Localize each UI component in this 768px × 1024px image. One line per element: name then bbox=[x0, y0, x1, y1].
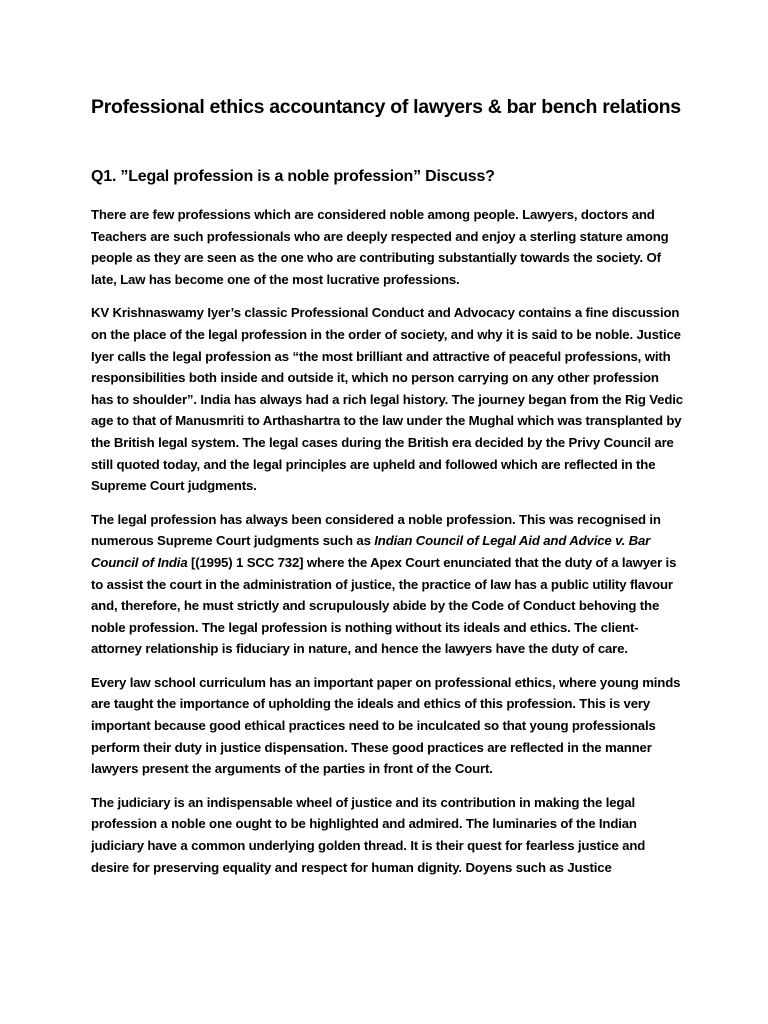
question-heading: Q1. ”Legal profession is a noble profession” Discuss? bbox=[91, 168, 495, 185]
document-title: Professional ethics accountancy of lawyers & bar bench relations bbox=[91, 96, 681, 118]
paragraph-text-before-case: The legal profession has always been considered a noble profession. This was recognised in numerous Supreme Court judgments such as bbox=[91, 511, 661, 549]
paragraph-krishnaswamy-iyer: KV Krishnaswamy Iyer’s classic Professional Conduct and Advocacy contains a fine discussion on the place of the legal profession in the order of society, and why it is said to be noble. Justice Iyer calls the legal profession as “the most brilliant and attractive of peaceful professions, with responsibilities both inside and outside it, which no person carrying on any other profession has to shoulder”. India has always had a rich legal history. The journey began from the Rig Vedic age to that of Manusmriti to Arthashartra to the law under the Mughal which was transplanted by the British legal system. The legal cases during the British era decided by the Privy Council are still quoted today, and the legal principles are upheld and followed which are reflected in the Supreme Court judgments. bbox=[91, 305, 683, 494]
paragraph-judiciary: The judiciary is an indispensable wheel of justice and its contribution in making the legal profession a noble one ought to be highlighted and admired. The luminaries of the Indian judiciary have a common underlying golden thread. It is their quest for fearless justice and desire for preserving equality and respect for human dignity. Doyens such as Justice bbox=[91, 794, 646, 875]
paragraph-noble-professions: There are few professions which are considered noble among people. Lawyers, doctors and Teachers are such professionals who are deeply respected and enjoy a sterling stature among people as they are seen as the one who are contributing substantially towards the society. Of late, Law has become one of the most lucrative professions. bbox=[91, 207, 669, 287]
paragraph-supreme-court-recognition bbox=[91, 509, 684, 660]
paragraph-law-school-curriculum: Every law school curriculum has an important paper on professional ethics, where young minds are taught the importance of upholding the ideals and ethics of this profession. This is very important because good ethical practices need to be inculcated so that young professionals perform their duty in justice dispensation. These good practices are reflected in the manner lawyers present the arguments of the parties in front of the Court. bbox=[91, 674, 681, 777]
case-citation: Indian Council of Legal Aid and Advice v. Bar Council of India bbox=[91, 533, 651, 570]
paragraph-text-after-case: [(1995) 1 SCC 732] where the Apex Court enunciated that the duty of a lawyer is to assist the court in the administration of justice, the practice of law has a public utility flavour and, therefore, he must strictly and scrupulously abide by the Code of Conduct behoving the noble profession. The legal profession is nothing without its ideals and ethics. The client-attorney relationship is fiduciary in nature, and hence the lawyers have the duty of care. bbox=[91, 554, 677, 657]
